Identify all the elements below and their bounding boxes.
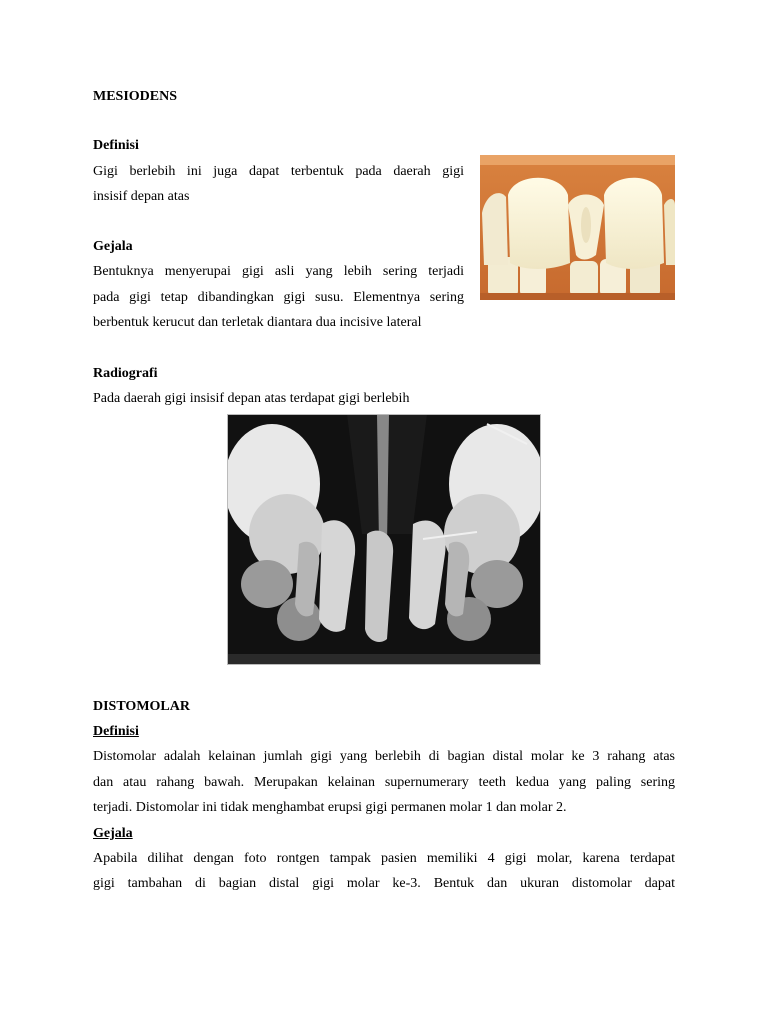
section-title-mesiodens: MESIODENS — [93, 89, 178, 104]
mesiodens-gejala-line: pada gigi tetap dibandingkan gigi susu. Elementnya sering — [93, 290, 464, 305]
mesiodens-radiografi-heading: Radiografi — [93, 366, 158, 381]
mesiodens-definisi-line: insisif depan atas — [93, 189, 190, 204]
teeth-photo-icon — [480, 155, 675, 300]
distomolar-gejala-heading: Gejala — [93, 826, 133, 841]
mesiodens-definisi-heading: Definisi — [93, 138, 139, 153]
mesiodens-gejala-heading: Gejala — [93, 239, 133, 254]
distomolar-gejala-line: gigi tambahan di bagian distal gigi molar ke-3. Bentuk dan ukuran distomolar dapat — [93, 876, 675, 891]
section-title-distomolar: DISTOMOLAR — [93, 699, 190, 714]
mesiodens-gejala-line: berbentuk kerucut dan terletak diantara dua incisive lateral — [93, 315, 422, 330]
mesiodens-gejala-line: Bentuknya menyerupai gigi asli yang lebih sering terjadi — [93, 264, 464, 279]
distomolar-definisi-line: dan atau rahang bawah. Merupakan kelainan supernumerary teeth kedua yang paling sering — [93, 775, 675, 790]
mesiodens-radiografi-line: Pada daerah gigi insisif depan atas terdapat gigi berlebih — [93, 391, 410, 406]
distomolar-definisi-line: Distomolar adalah kelainan jumlah gigi yang berlebih di bagian distal molar ke 3 rahang atas — [93, 749, 675, 764]
mesiodens-definisi-line: Gigi berlebih ini juga dapat terbentuk pada daerah gigi — [93, 164, 464, 179]
distomolar-gejala-line: Apabila dilihat dengan foto rontgen tampak pasien memiliki 4 gigi molar, karena terdapat — [93, 851, 675, 866]
distomolar-definisi-line: terjadi. Distomolar ini tidak menghambat erupsi gigi permanen molar 1 dan molar 2. — [93, 800, 567, 815]
xray-radiograph-icon — [227, 414, 541, 665]
distomolar-definisi-heading: Definisi — [93, 724, 139, 739]
